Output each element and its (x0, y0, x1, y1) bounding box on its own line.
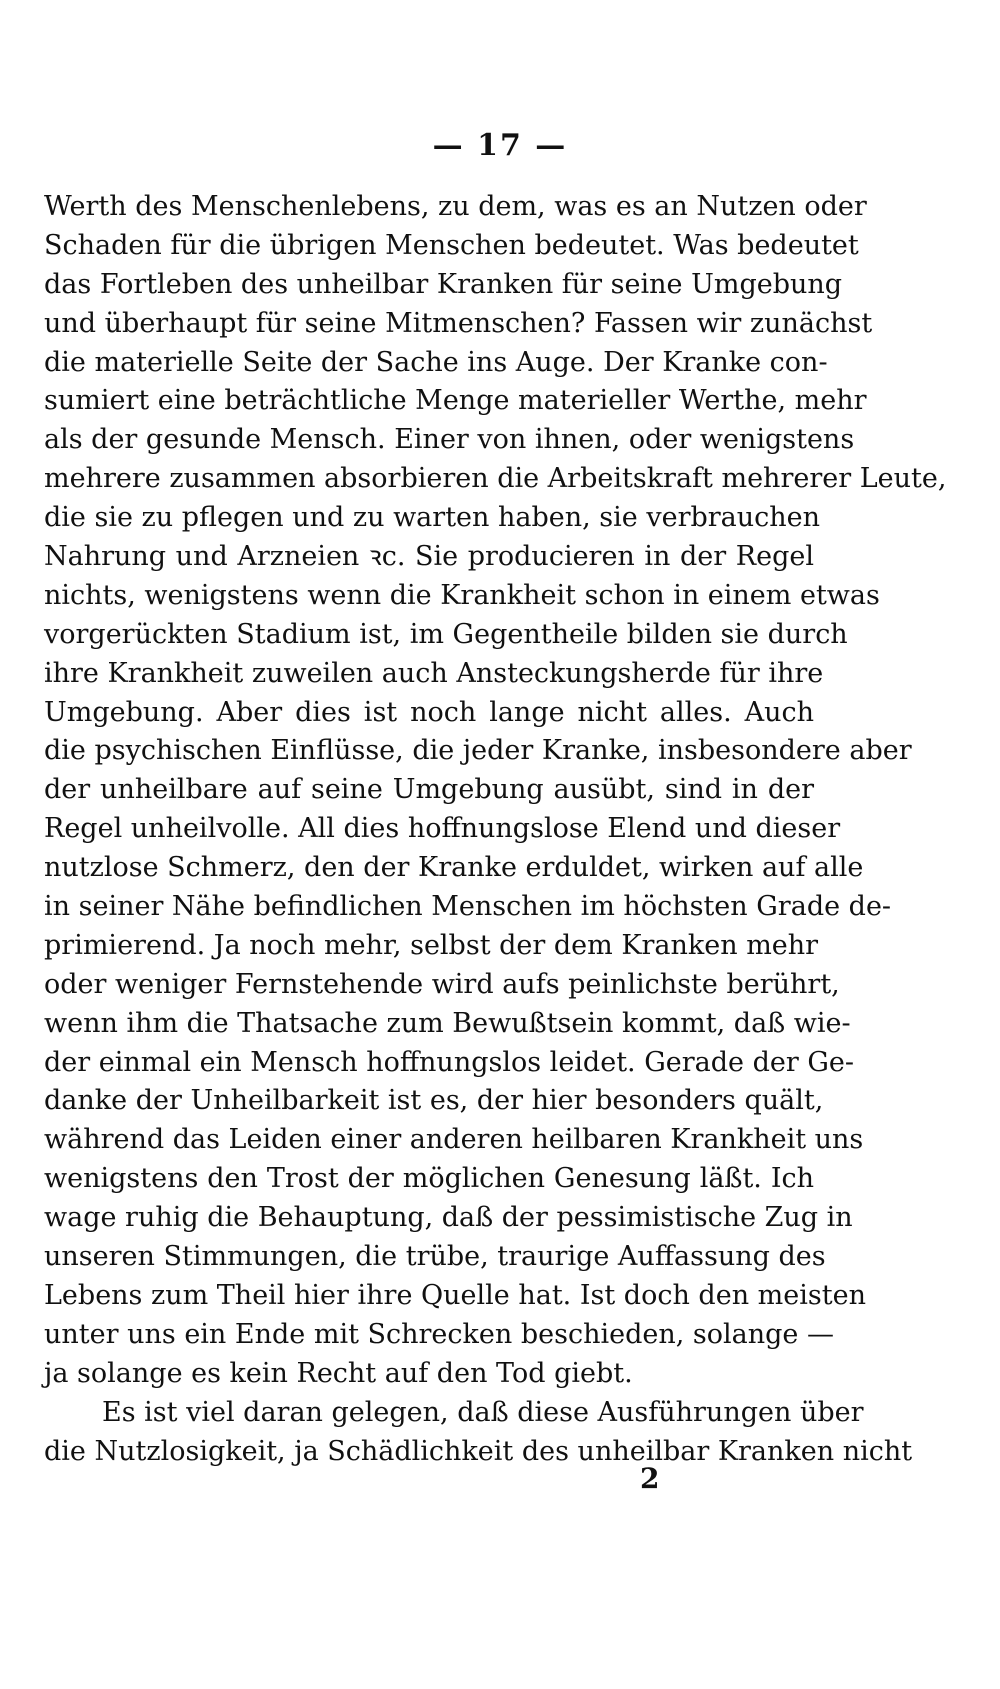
text-line: ihre Krankheit zuweilen auch Ansteckungsherde für ihre (44, 657, 824, 689)
text-line: die materielle Seite der Sache ins Auge. Der Kranke con- (44, 346, 828, 378)
text-line: die psychischen Einflüsse, die jeder Kranke, insbesondere aber (44, 735, 912, 767)
text-line: die Nutzlosigkeit, ja Schädlichkeit des unheilbar Kranken nicht (44, 1435, 913, 1467)
text-line: und überhaupt für seine Mitmenschen? Fassen wir zunächst (44, 307, 873, 339)
text-line: der unheilbare auf seine Umgebung ausübt, sind in der (44, 774, 814, 806)
text-line: in seiner Nähe befindlichen Menschen im höchsten Grade de- (44, 891, 892, 923)
signature-mark: 2 (640, 1462, 660, 1495)
body-text (44, 188, 947, 1471)
text-line: mehrere zusammen absorbieren die Arbeitskraft mehrerer Leute, (44, 463, 947, 495)
text-line: Werth des Menschenlebens, zu dem, was es an Nutzen oder (44, 191, 867, 222)
text-line: Umgebung. Aber dies ist noch lange nicht alles. Auch (44, 696, 814, 728)
text-line: wenigstens den Trost der möglichen Genesung läßt. Ich (44, 1163, 814, 1195)
text-line: unseren Stimmungen, die trübe, traurige Auffassung des (44, 1241, 826, 1273)
text-line: wage ruhig die Behauptung, daß der pessimistische Zug in (44, 1202, 853, 1234)
text-line: wenn ihm die Thatsache zum Bewußtsein kommt, daß wie- (44, 1007, 851, 1039)
text-line: Lebens zum Theil hier ihre Quelle hat. Ist doch den meisten (44, 1279, 866, 1311)
text-line: nutzlose Schmerz, den der Kranke erduldet, wirken auf alle (44, 852, 864, 884)
text-line: als der gesunde Mensch. Einer von ihnen, oder wenigstens (44, 424, 855, 456)
text-line: Nahrung und Arzneien ꝛc. Sie producieren in der Regel (44, 541, 814, 573)
text-line: vorgerückten Stadium ist, im Gegentheile bilden sie durch (44, 618, 848, 650)
text-line: sumiert eine beträchtliche Menge materieller Werthe, mehr (44, 385, 867, 417)
text-line: Regel unheilvolle. All dies hoffnungslose Elend und dieser (44, 813, 841, 845)
text-line: danke der Unheilbarkeit ist es, der hier besonders quält, (44, 1085, 824, 1117)
text-line: während das Leiden einer anderen heilbaren Krankheit uns (44, 1124, 864, 1156)
text-line: die sie zu pflegen und zu warten haben, sie verbrauchen (44, 502, 821, 534)
page-number-header: — 17 — (432, 128, 568, 163)
text-line: oder weniger Fernstehende wird aufs peinlichste berührt, (44, 968, 840, 1000)
text-line: nichts, wenigstens wenn die Krankheit schon in einem etwas (44, 579, 880, 611)
text-line: unter uns ein Ende mit Schrecken beschieden, solange — (44, 1318, 834, 1350)
text-line: ja solange es kein Recht auf den Tod giebt. (44, 1357, 633, 1389)
text-line: Schaden für die übrigen Menschen bedeutet. Was bedeutet (44, 229, 859, 261)
text-line: Es ist viel daran gelegen, daß diese Ausführungen über (102, 1396, 864, 1428)
text-line: primierend. Ja noch mehr, selbst der dem Kranken mehr (44, 929, 819, 961)
text-line: das Fortleben des unheilbar Kranken für seine Umgebung (44, 268, 843, 300)
text-line: der einmal ein Mensch hoffnungslos leidet. Gerade der Ge- (44, 1046, 855, 1078)
